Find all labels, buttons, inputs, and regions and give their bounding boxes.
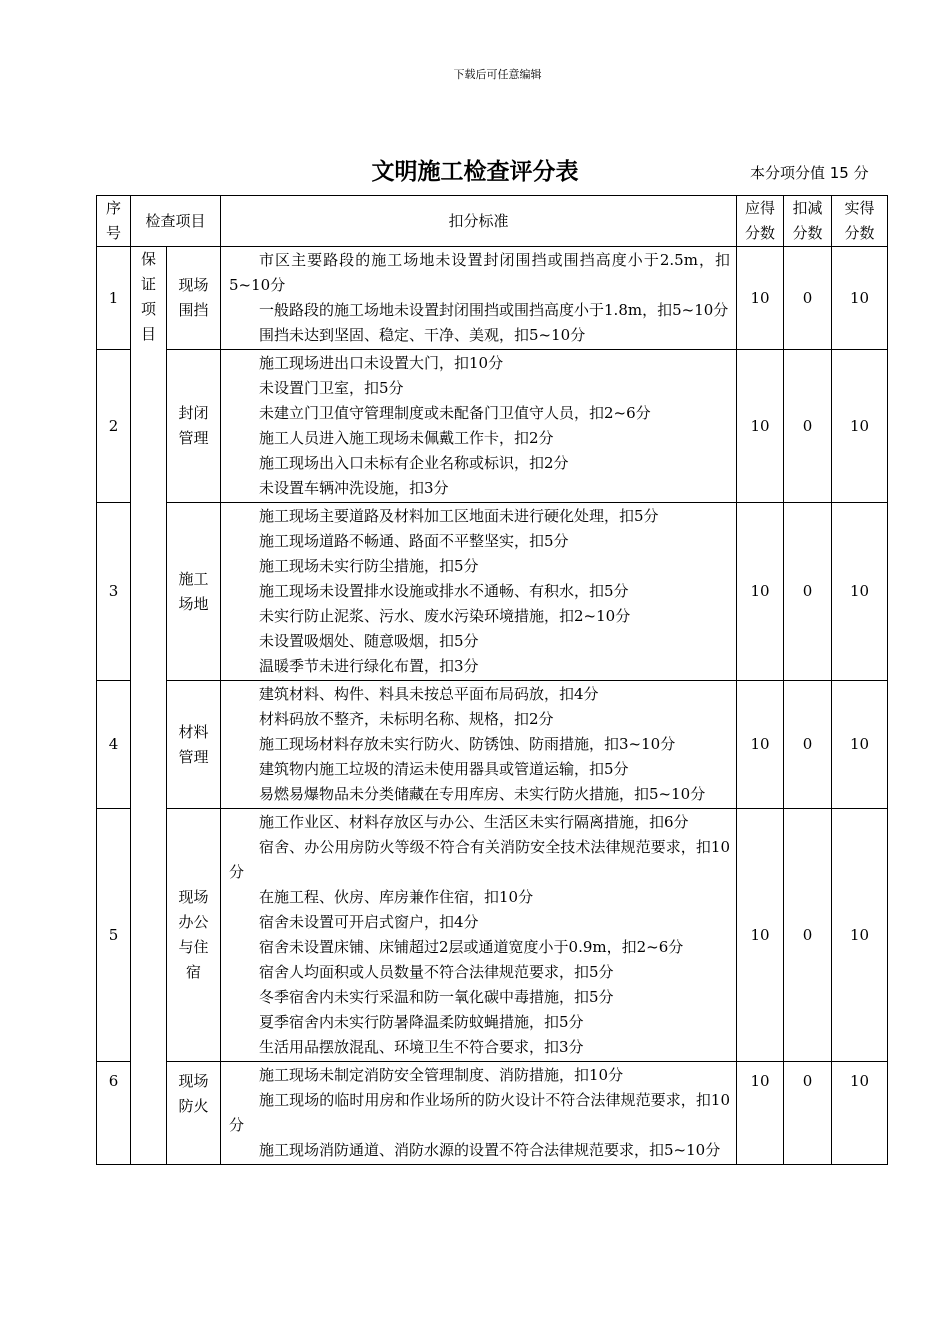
- criteria-line: 宿舍未设置床铺、床铺超过2层或通道宽度小于0.9m，扣2~6分: [259, 938, 684, 956]
- table-row: [97, 809, 888, 1062]
- row-actual: 10: [832, 503, 888, 681]
- criteria-line: 在施工程、伙房、库房兼作住宿，扣10分: [259, 888, 534, 906]
- row-criteria: [221, 681, 737, 809]
- table-row: [97, 350, 888, 503]
- row-item: 材料 管理: [167, 681, 221, 809]
- table-row: [97, 1062, 888, 1165]
- criteria-line: 施工现场主要道路及材料加工区地面未进行硬化处理，扣5分: [259, 507, 659, 525]
- row-criteria: [221, 350, 737, 503]
- criteria-line: 宿舍、办公用房防火等级不符合有关消防安全技术法律规范要求，扣10分: [229, 838, 731, 881]
- header-due: 应得 分数: [737, 196, 784, 247]
- row-deduct: 0: [784, 350, 832, 503]
- criteria-line: 未设置门卫室，扣5分: [259, 379, 404, 397]
- row-seq: 4: [97, 681, 131, 809]
- row-deduct: 0: [784, 1062, 832, 1165]
- criteria-line: 材料码放不整齐，未标明名称、规格，扣2分: [259, 710, 554, 728]
- header-actual: 实得 分数: [832, 196, 888, 247]
- row-deduct: 0: [784, 503, 832, 681]
- table-row: [97, 681, 888, 809]
- criteria-line: 建筑材料、构件、料具未按总平面布局码放，扣4分: [259, 685, 599, 703]
- row-criteria: [221, 503, 737, 681]
- header-deduct: 扣减 分数: [784, 196, 832, 247]
- score-note: 本分项分值 15 分: [750, 164, 869, 182]
- row-actual: 10: [832, 1062, 888, 1165]
- row-item: 现场 围挡: [167, 247, 221, 350]
- criteria-line: 施工现场进出口未设置大门，扣10分: [259, 354, 504, 372]
- criteria-line: 施工现场材料存放未实行防火、防锈蚀、防雨措施，扣3~10分: [259, 735, 676, 753]
- criteria-line: 未建立门卫值守管理制度或未配备门卫值守人员，扣2~6分: [259, 404, 651, 422]
- row-seq: 6: [97, 1062, 131, 1165]
- criteria-line: 未设置车辆冲洗设施，扣3分: [259, 479, 449, 497]
- row-actual: 10: [832, 350, 888, 503]
- criteria-line: 生活用品摆放混乱、环境卫生不符合要求，扣3分: [259, 1038, 584, 1056]
- criteria-line: 夏季宿舍内未实行防暑降温柔防蚊蝇措施，扣5分: [259, 1013, 584, 1031]
- row-criteria: [221, 809, 737, 1062]
- criteria-line: 宿舍人均面积或人员数量不符合法律规范要求，扣5分: [259, 963, 614, 981]
- criteria-line: 冬季宿舍内未实行采温和防一氧化碳中毒措施，扣5分: [259, 988, 614, 1006]
- criteria-line: 未设置吸烟处、随意吸烟，扣5分: [259, 632, 479, 650]
- criteria-line: 施工现场未设置排水设施或排水不通畅、有积水，扣5分: [259, 582, 629, 600]
- row-due: 10: [737, 503, 784, 681]
- row-due: 10: [737, 350, 784, 503]
- row-item: 施工 场地: [167, 503, 221, 681]
- criteria-line: 围挡未达到坚固、稳定、干净、美观，扣5~10分: [259, 326, 586, 344]
- criteria-line: 施工现场出入口未标有企业名称或标识，扣2分: [259, 454, 569, 472]
- row-actual: 10: [832, 809, 888, 1062]
- header-criteria: 扣分标准: [221, 196, 737, 247]
- row-seq: 3: [97, 503, 131, 681]
- category-cell: 保 证 项 目: [131, 247, 167, 1165]
- criteria-line: 宿舍未设置可开启式窗户，扣4分: [259, 913, 479, 931]
- header-note: 下载后可任意编辑: [453, 68, 542, 81]
- score-table: [96, 195, 888, 1165]
- table-row: [97, 247, 888, 350]
- header-seq: 序 号: [97, 196, 131, 247]
- criteria-line: 温暖季节未进行绿化布置，扣3分: [259, 657, 479, 675]
- criteria-line: 易燃易爆物品未分类储藏在专用库房、未实行防火措施，扣5~10分: [259, 785, 706, 803]
- row-due: 10: [737, 809, 784, 1062]
- row-deduct: 0: [784, 247, 832, 350]
- row-actual: 10: [832, 681, 888, 809]
- row-criteria: [221, 247, 737, 350]
- criteria-line: 施工现场未实行防尘措施，扣5分: [259, 557, 479, 575]
- criteria-line: 施工现场消防通道、消防水源的设置不符合法律规范要求，扣5~10分: [259, 1141, 721, 1159]
- criteria-line: 施工作业区、材料存放区与办公、生活区未实行隔离措施，扣6分: [259, 813, 689, 831]
- criteria-line: 施工现场的临时用房和作业场所的防火设计不符合法律规范要求，扣10分: [229, 1091, 731, 1134]
- row-seq: 5: [97, 809, 131, 1062]
- row-due: 10: [737, 1062, 784, 1165]
- row-seq: 2: [97, 350, 131, 503]
- row-due: 10: [737, 247, 784, 350]
- row-item: 现场 办公 与住 宿: [167, 809, 221, 1062]
- table-row: [97, 503, 888, 681]
- criteria-line: 施工现场未制定消防安全管理制度、消防措施，扣10分: [259, 1066, 624, 1084]
- row-item: 现场 防火: [167, 1062, 221, 1165]
- row-due: 10: [737, 681, 784, 809]
- criteria-line: 建筑物内施工垃圾的清运未使用器具或管道运输，扣5分: [259, 760, 629, 778]
- row-seq: 1: [97, 247, 131, 350]
- criteria-line: 施工人员进入施工现场未佩戴工作卡，扣2分: [259, 429, 554, 447]
- criteria-line: 市区主要路段的施工场地未设置封闭围挡或围挡高度小于2.5m，扣5~10分: [229, 251, 731, 294]
- row-deduct: 0: [784, 681, 832, 809]
- row-item: 封闭 管理: [167, 350, 221, 503]
- criteria-line: 未实行防止泥浆、污水、废水污染环境措施，扣2~10分: [259, 607, 631, 625]
- row-actual: 10: [832, 247, 888, 350]
- criteria-line: 一般路段的施工场地未设置封闭围挡或围挡高度小于1.8m，扣5~10分: [259, 301, 729, 319]
- row-deduct: 0: [784, 809, 832, 1062]
- page-title: 文明施工检查评分表: [371, 159, 579, 185]
- table-header-row: [97, 196, 888, 247]
- row-criteria: [221, 1062, 737, 1165]
- criteria-line: 施工现场道路不畅通、路面不平整坚实，扣5分: [259, 532, 569, 550]
- header-item: 检查项目: [131, 196, 221, 247]
